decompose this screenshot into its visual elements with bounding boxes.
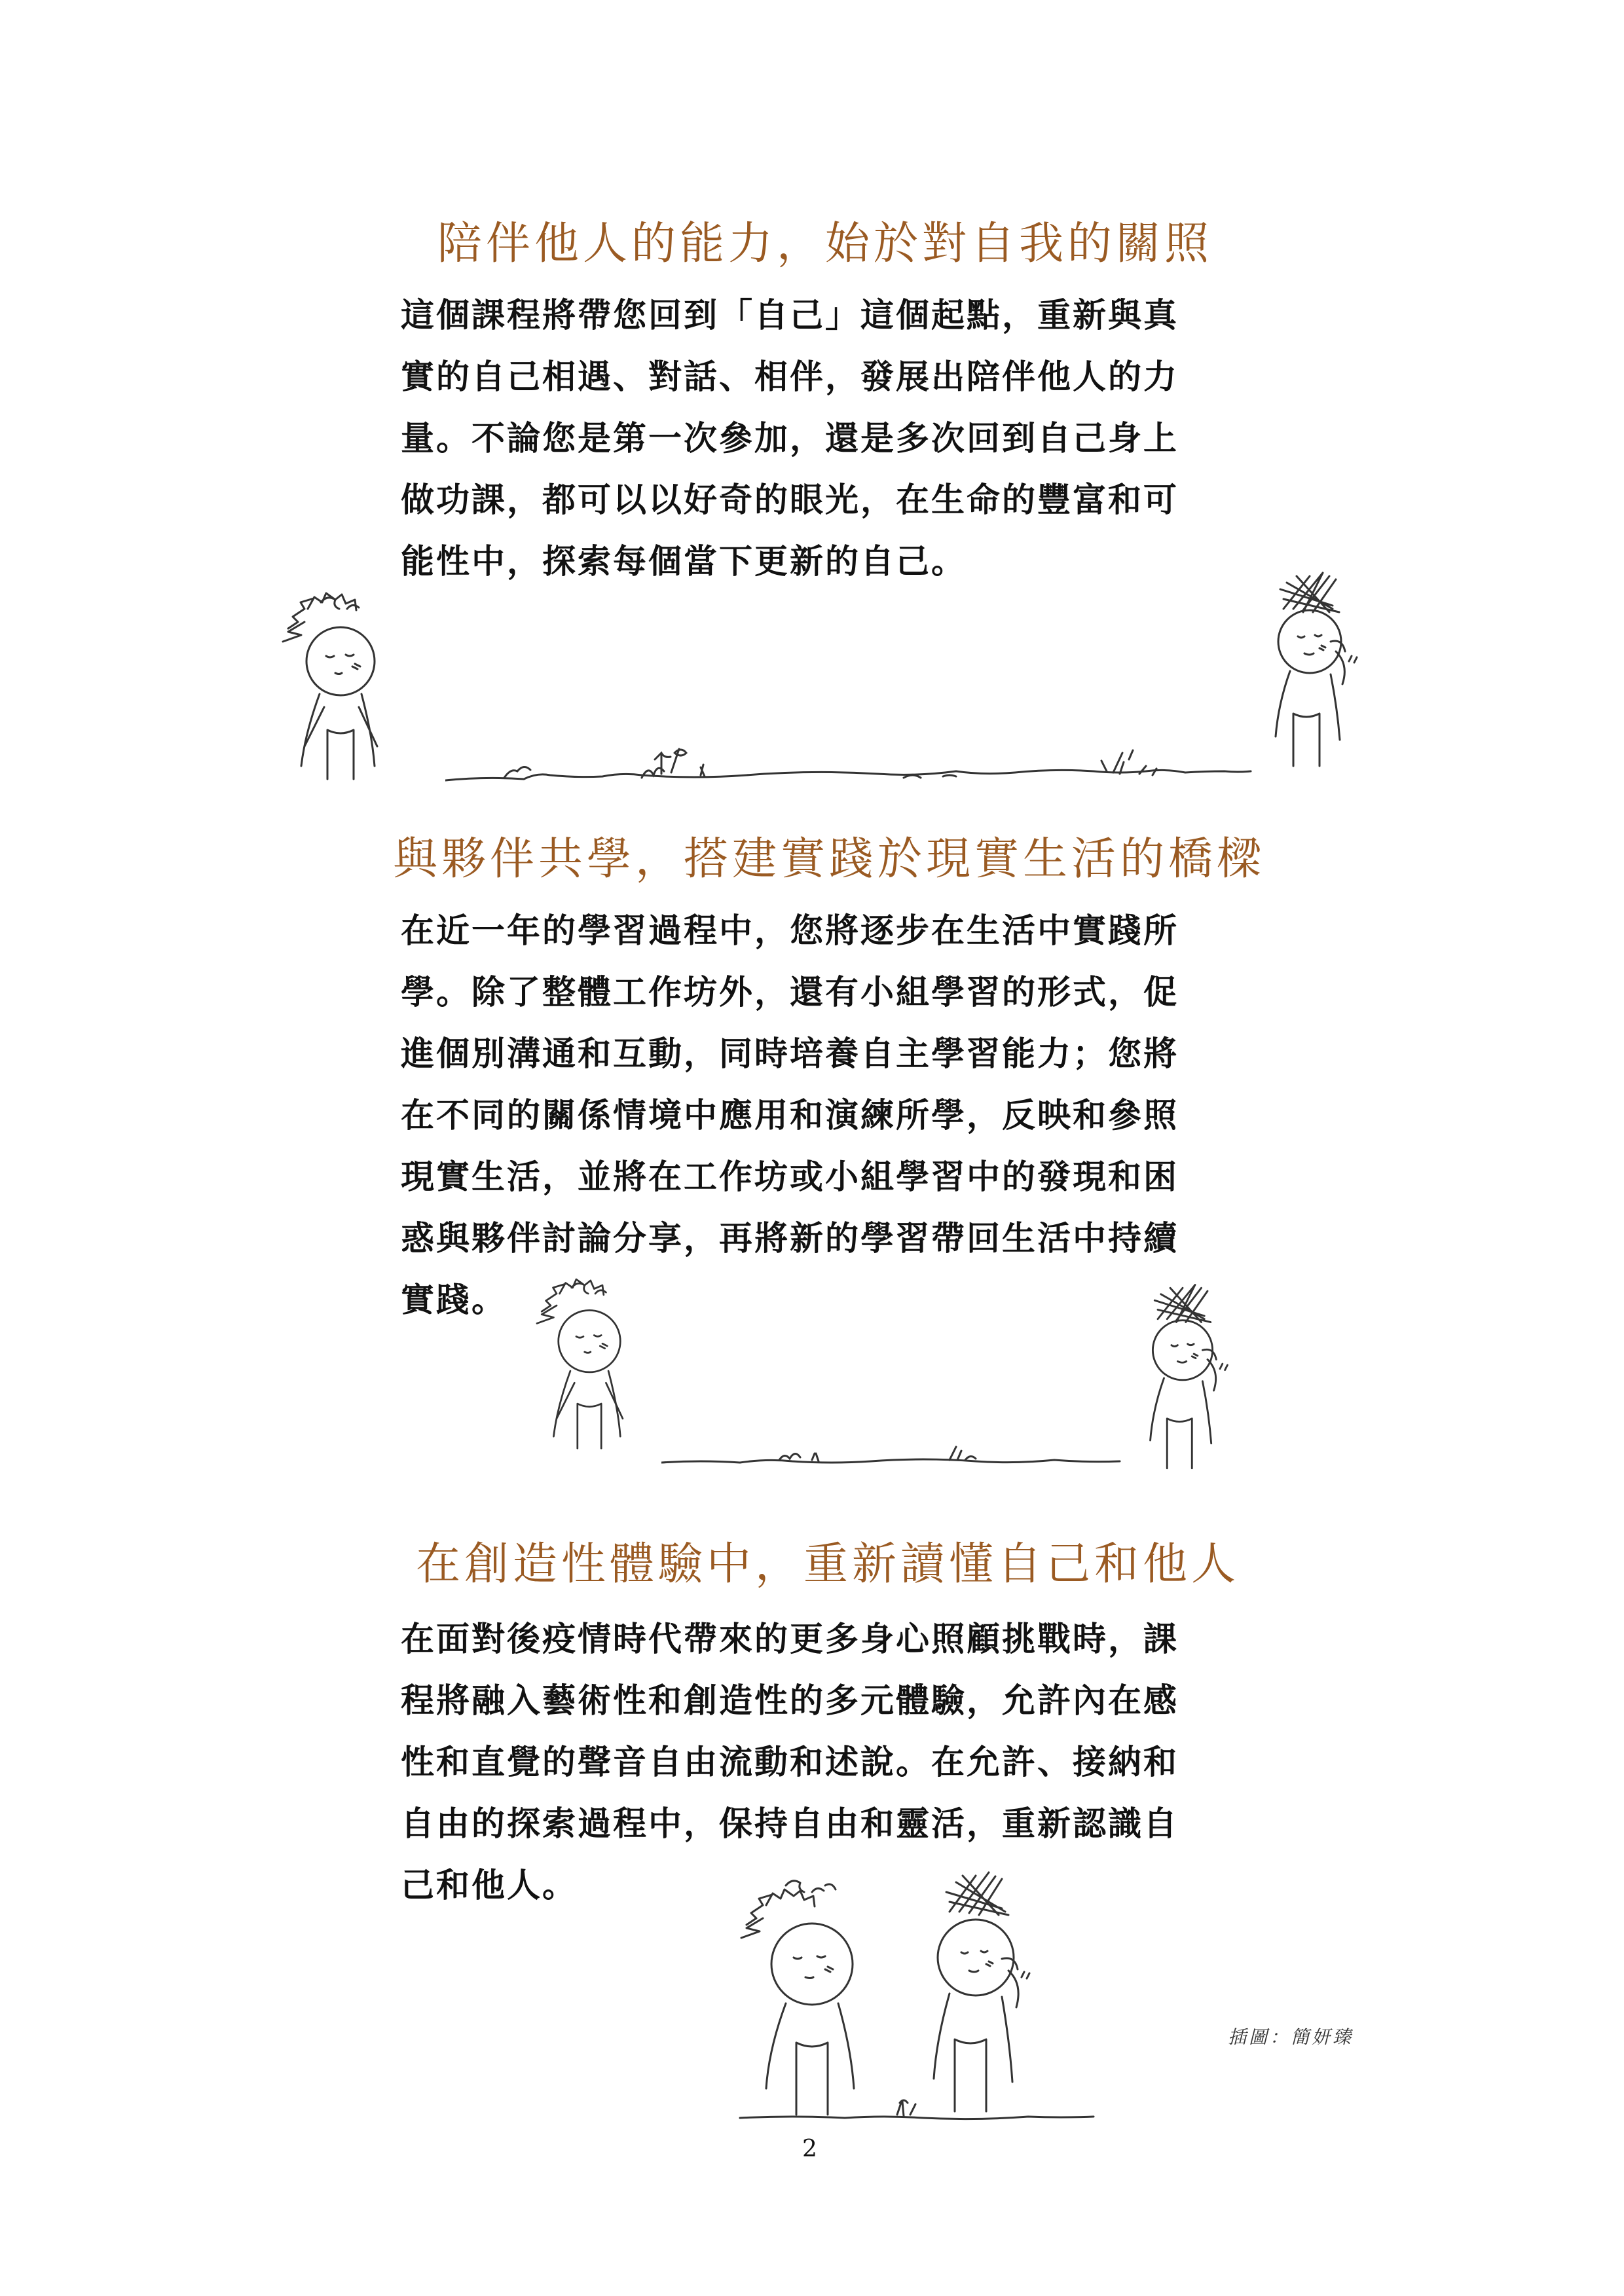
section-1-heading: 陪伴他人的能力，始於對自我的關照 [437,218,1213,270]
section-2-heading: 與夥伴共學，搭建實踐於現實生活的橋樑 [393,833,1266,885]
doodle-person-spiky-hair-middle [1133,1270,1257,1486]
section-1-body: 這個課程將帶您回到「自己」這個起點，重新與真 實的自己相遇、對話、相伴，發展出陪伴他人的力 量。不論您是第一次參加，還是多次回到自己身上 做功課，都可以以好奇的眼光，在生命的豐富和可 能性中，探索每個當下更新的自己。 [401,297,1179,581]
ground-line-grass-2 [661,1434,1126,1476]
doodle-person-spiky-hair-right [1257,563,1388,779]
section-2-body: 在近一年的學習過程中，您將逐步在生活中實踐所 學。除了整體工作坊外，還有小組學習的形式，促 進個別溝通和互動，同時培養自主學習能力；您將 在不同的關係情境中應用和演練所學，反映和參照 現實生活，並將在工作坊或小組學習中的發現和困 惑與夥伴討論分享，再將新的學習帶回生活中持續 實踐。 [401,912,1179,1320]
page-number: 2 [802,2136,817,2162]
section-3-body: 在面對後疫情時代帶來的更多身心照顧挑戰時，課 程將融入藝術性和創造性的多元體驗，允許內在感 性和直覺的聲音自由流動和述說。在允許、接納和 自由的探索過程中，保持自由和靈活，重新認識自 己和他人。 [401,1620,1179,1905]
doodle-person-messy-hair-left [268,583,413,792]
doodle-two-people-bottom [733,1846,1100,2128]
doodle-person-messy-hair-middle [524,1257,655,1473]
ground-line-grass [445,733,1270,795]
illustration-credit: 插圖：簡妍臻 [1228,2026,1354,2048]
section-3-heading: 在創造性體驗中，重新讀懂自己和他人 [416,1539,1240,1590]
